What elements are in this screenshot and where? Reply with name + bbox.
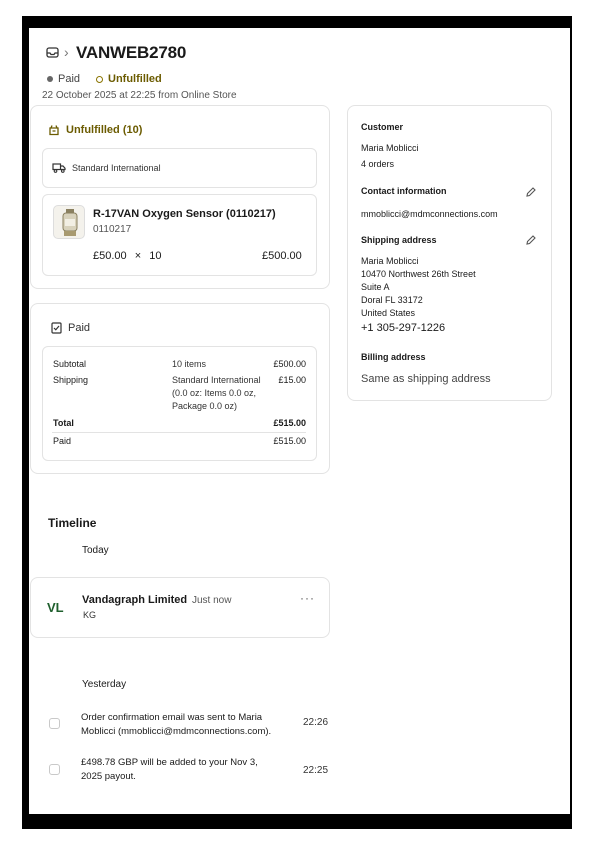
unit-price: £50.00 — [93, 250, 127, 262]
timeline-event-time: 22:26 — [303, 717, 329, 728]
fulfillment-status-label: Unfulfilled — [108, 73, 162, 85]
address-name: Maria Moblicci — [361, 256, 419, 266]
paid-label: Paid — [53, 436, 72, 446]
times-sign: × — [134, 250, 142, 262]
total-label: Total — [53, 418, 74, 428]
unfulfilled-heading — [48, 124, 142, 136]
billing-address-value: Same as shipping address — [361, 373, 491, 385]
customer-heading: Customer — [361, 122, 404, 132]
fulfillment-status-badge — [96, 73, 162, 85]
contact-email-link[interactable]: mmoblicci@mdmconnections.com — [361, 209, 498, 219]
payment-heading — [51, 322, 90, 334]
chevron-right-icon: › — [64, 44, 69, 60]
comment-author: Vandagraph Limited — [82, 594, 188, 606]
quantity: 10 — [149, 250, 162, 262]
comment-text: KG — [83, 610, 97, 620]
timeline-title: Timeline — [48, 516, 97, 530]
shipping-value: £15.00 — [278, 375, 306, 385]
checkbox-icon — [49, 764, 60, 775]
status-dot-icon — [47, 76, 53, 82]
more-actions-icon[interactable]: ··· — [300, 591, 315, 605]
shipping-method-label: Standard International — [72, 162, 161, 173]
author-avatar: VL — [47, 600, 64, 615]
customer-phone: +1 305-297-1226 — [361, 322, 446, 334]
checklist-icon — [51, 322, 62, 334]
timeline-yesterday-label: Yesterday — [82, 679, 127, 690]
payment-status-badge — [47, 73, 80, 85]
shipping-label: Shipping — [53, 375, 89, 385]
checkbox-icon — [49, 718, 60, 729]
unfulfilled-title: Unfulfilled (10) — [66, 124, 143, 136]
address-city: Doral FL 33172 — [361, 295, 423, 305]
product-sku: 0110217 — [93, 224, 132, 235]
shipping-description: Standard International (0.0 oz: Items 0.0 oz, Package 0.0 oz) — [172, 375, 261, 411]
payment-status-label: Paid — [58, 73, 81, 85]
subtotal-count: 10 items — [172, 359, 207, 369]
total-value: £515.00 — [273, 418, 306, 428]
timeline-event-text: £498.78 GBP will be added to your Nov 3, 2025 payout. — [81, 757, 258, 782]
address-line1: 10470 Northwest 26th Street — [361, 269, 476, 279]
shipping-method — [52, 162, 161, 173]
product-thumbnail[interactable] — [53, 205, 85, 239]
timeline-today-label: Today — [82, 545, 109, 556]
timeline-comment — [30, 577, 330, 638]
line-total: £500.00 — [262, 250, 302, 262]
truck-icon — [52, 162, 66, 173]
contact-heading: Contact information — [361, 186, 447, 196]
paid-value: £515.00 — [273, 436, 306, 446]
product-name-link[interactable]: R-17VAN Oxygen Sensor (0110217) — [93, 208, 276, 220]
comment-time: Just now — [192, 595, 232, 606]
status-ring-icon — [96, 76, 103, 83]
billing-address-heading: Billing address — [361, 352, 426, 362]
address-line2: Suite A — [361, 282, 390, 292]
edit-shipping-pencil-icon[interactable] — [525, 234, 537, 246]
timeline-event-time: 22:25 — [303, 765, 329, 776]
timeline-event-text: Order confirmation email was sent to Maria Moblicci (mmoblicci@mdmconnections.com). — [81, 712, 272, 737]
subtotal-label: Subtotal — [53, 359, 87, 369]
oxygen-sensor-image — [54, 206, 85, 239]
inbox-icon[interactable] — [46, 46, 59, 59]
customer-name-link[interactable]: Maria Moblicci — [361, 143, 419, 153]
summary-divider — [52, 432, 306, 433]
price-quantity — [93, 250, 161, 262]
subtotal-value: £500.00 — [273, 359, 306, 369]
customer-orders-link[interactable]: 4 orders — [361, 159, 395, 169]
shipping-address-heading: Shipping address — [361, 235, 437, 245]
address-country: United States — [361, 308, 416, 318]
order-title: VANWEB2780 — [76, 43, 187, 62]
order-meta: 22 October 2025 at 22:25 from Online Store — [42, 90, 237, 101]
edit-contact-pencil-icon[interactable] — [525, 186, 537, 198]
package-icon — [48, 124, 60, 136]
payment-title: Paid — [68, 322, 91, 334]
